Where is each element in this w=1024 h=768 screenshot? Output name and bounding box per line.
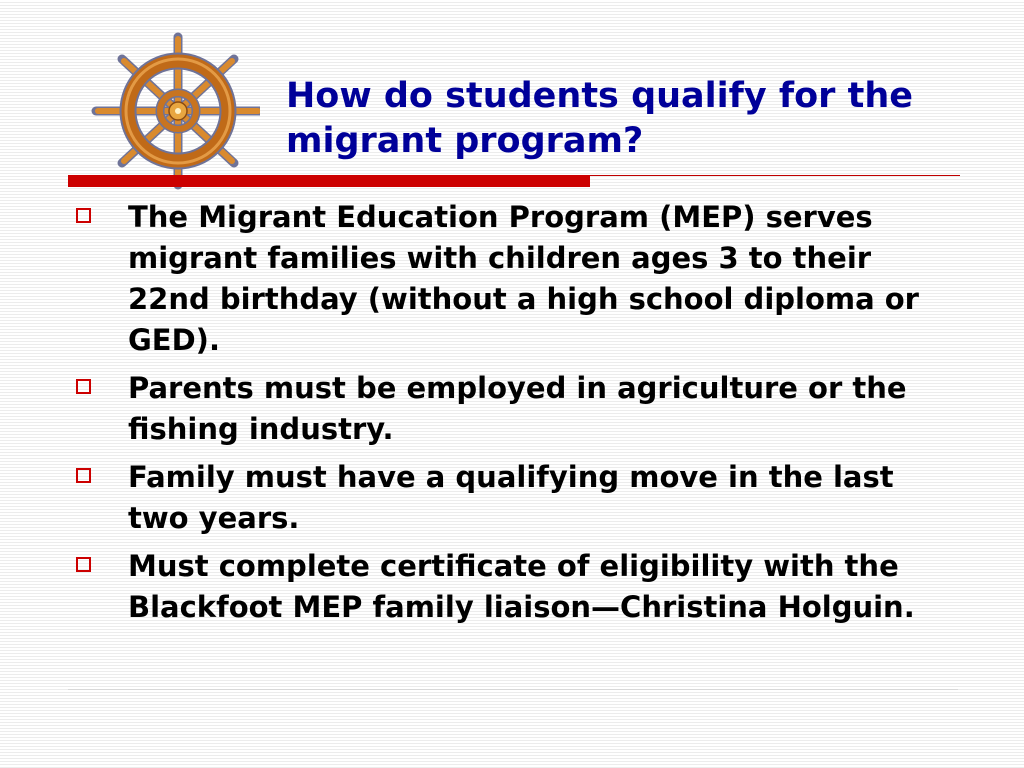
bullet-item	[76, 546, 956, 628]
bullet-item	[76, 197, 956, 361]
bullet-text: Family must have a qualifying move in the last two years.	[128, 460, 894, 535]
hollow-square-bullet-icon	[76, 557, 91, 572]
bullet-item	[76, 368, 956, 450]
hollow-square-bullet-icon	[76, 208, 91, 223]
slide-title: How do students qualify for the migrant program?	[286, 76, 913, 161]
bullet-text: Must complete certificate of eligibility with the Blackfoot MEP family liaison—Christina Holguin.	[128, 549, 915, 624]
bullet-item	[76, 457, 956, 539]
hollow-square-bullet-icon	[76, 468, 91, 483]
title-divider-thin	[590, 175, 960, 176]
footer-divider	[68, 689, 958, 690]
hollow-square-bullet-icon	[76, 379, 91, 394]
ship-wheel-icon	[90, 32, 260, 190]
bullet-list	[76, 197, 956, 635]
bullet-text: The Migrant Education Program (MEP) serves migrant families with children ages 3 to their 22nd birthday (without a high school diploma or GED).	[128, 200, 919, 357]
title-divider-thick	[68, 175, 590, 187]
bullet-text: Parents must be employed in agriculture or the fishing industry.	[128, 371, 907, 446]
